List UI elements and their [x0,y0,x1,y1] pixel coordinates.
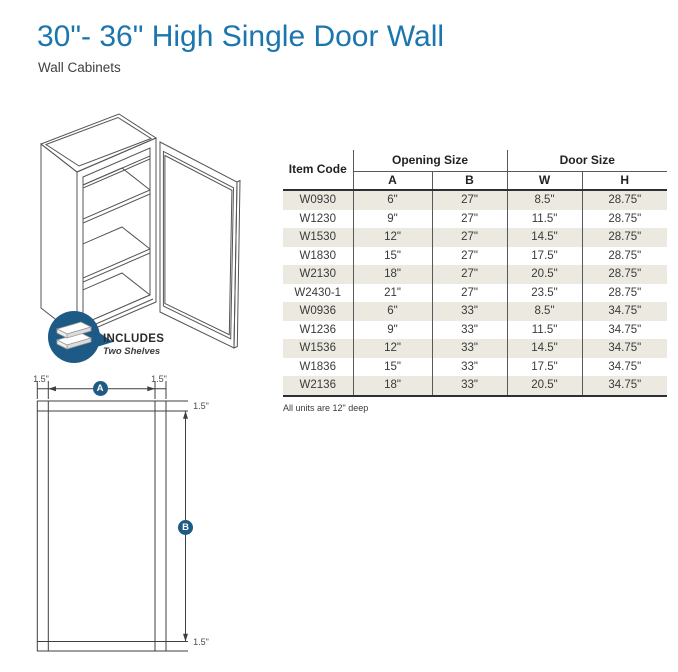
table-row [283,339,667,358]
dim-label-top-right: 1.5" [151,374,167,384]
table-cell: 23.5" [507,284,582,303]
table-cell: W1230 [299,212,336,225]
col-header-h: H [582,172,667,191]
table-cell: 33" [432,302,507,321]
table-cell: 33" [432,358,507,377]
table-cell: 6" [353,190,432,210]
width-marker-a: A [93,381,108,396]
col-header-b: B [432,172,507,191]
table-cell: W2130 [299,268,336,280]
col-group-door-size: Door Size [507,150,667,172]
col-header-a: A [353,172,432,191]
dim-label-right-bottom: 1.5" [193,637,209,647]
table-cell: 28.75" [582,190,667,210]
table-cell: 34.75" [582,302,667,321]
table-cell: 33" [432,321,507,340]
table-cell: 34.75" [582,358,667,377]
table-row [283,265,667,284]
table-cell: 27" [432,210,507,229]
table-row [283,321,667,340]
table-cell: 34.75" [582,321,667,340]
table-cell: 9" [353,321,432,340]
table-row [283,228,667,247]
table-cell: 17.5" [507,247,582,266]
table-cell: 27" [432,265,507,284]
table-footnote: All units are 12" deep [283,403,369,413]
table-cell: 20.5" [507,376,582,396]
height-marker-b: B [178,520,193,535]
table-row [283,210,667,229]
table-cell: 18" [353,265,432,284]
dim-label-top-left: 1.5" [33,374,49,384]
table-cell: W0930 [299,194,336,206]
table-cell: 28.75" [582,265,667,284]
table-cell: 8.5" [507,190,582,210]
table-row [283,376,667,396]
table-cell: 15" [353,247,432,266]
table-cell: 12" [353,339,432,358]
table-cell: 28.75" [582,284,667,303]
table-cell: 11.5" [507,210,582,229]
table-row [283,247,667,266]
table-cell: 21" [353,284,432,303]
table-cell: W1536 [299,342,336,354]
spec-table [283,150,667,397]
table-cell: 28.75" [582,228,667,247]
table-row [283,284,667,303]
table-cell: W1836 [299,360,336,373]
dim-label-right-top: 1.5" [193,401,209,411]
table-cell: 12" [353,228,432,247]
table-cell: 18" [353,376,432,396]
table-cell: 27" [432,247,507,266]
table-cell: 33" [432,376,507,396]
table-row [283,190,667,210]
table-cell: W2136 [283,376,353,396]
table-cell: 34.75" [582,339,667,358]
table-row [283,358,667,377]
table-cell: 15" [353,358,432,377]
includes-label: INCLUDES [103,333,165,345]
table-cell: 8.5" [507,302,582,321]
table-cell: W1236 [299,323,336,336]
spec-table-body [283,190,667,396]
table-cell: 27" [432,228,507,247]
table-cell: 28.75" [582,210,667,229]
col-header-item-code: Item Code [283,150,353,190]
table-cell: 27" [432,190,507,210]
table-cell: 6" [353,302,432,321]
page-title: 30"- 36" High Single Door Wall [37,20,445,53]
col-group-opening-size: Opening Size [353,150,507,172]
table-cell: 14.5" [507,339,582,358]
table-cell: 17.5" [507,358,582,377]
page-subtitle: Wall Cabinets [38,60,121,75]
table-cell: 34.75" [582,376,667,396]
cabinet-illustration [25,83,255,373]
table-cell: W1530 [299,231,336,243]
includes-sublabel: Two Shelves [103,346,161,357]
table-cell: 27" [432,284,507,303]
table-cell: 14.5" [507,228,582,247]
table-cell: 28.75" [582,247,667,266]
table-cell: W0936 [299,305,336,317]
table-row [283,302,667,321]
table-cell: 33" [432,339,507,358]
table-cell: W2430-1 [294,286,342,299]
table-cell: 9" [353,210,432,229]
table-cell: 20.5" [507,265,582,284]
col-header-w: W [507,172,582,191]
table-cell: W1830 [299,249,336,262]
table-cell: 11.5" [507,321,582,340]
